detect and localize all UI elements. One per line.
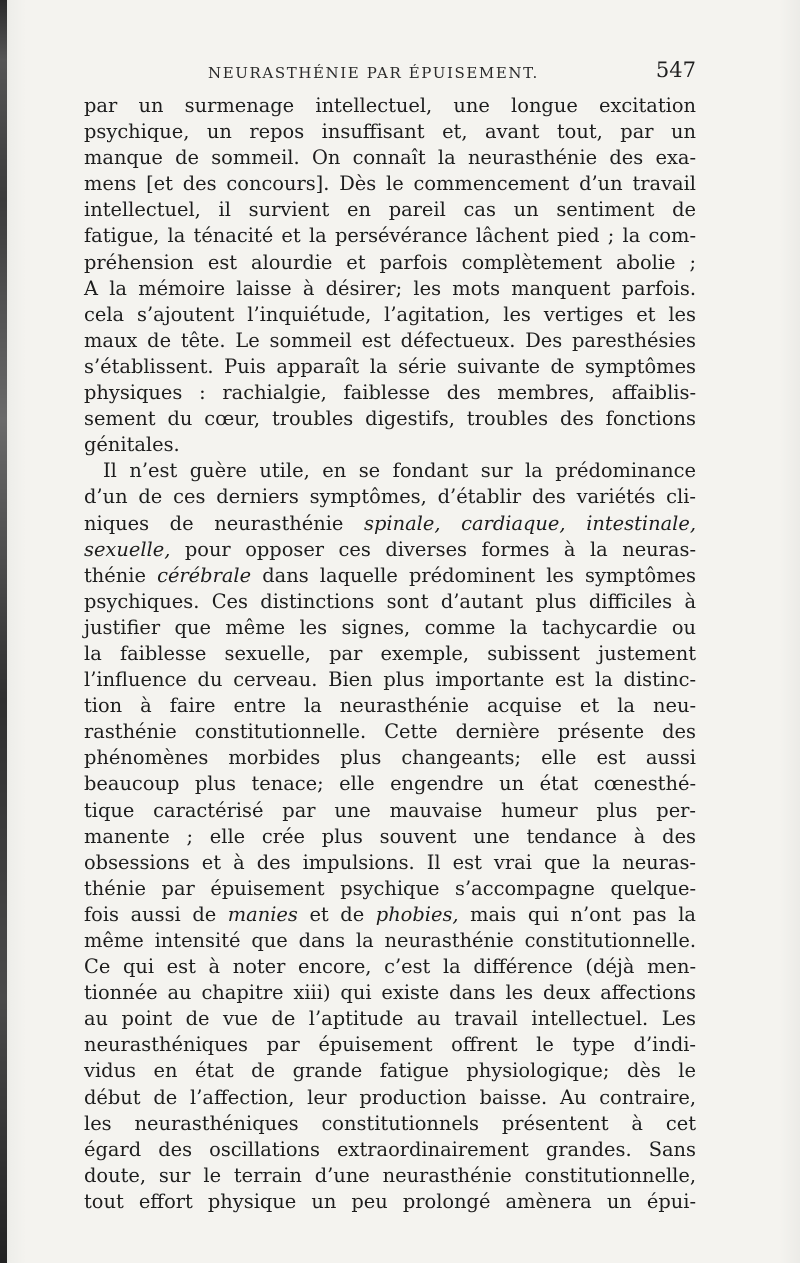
- text-line: [84, 1032, 696, 1058]
- text-run: mais qui n’ont pas la: [458, 902, 696, 926]
- text-run: A la mémoire laisse à désirer; les mots manquent parfois.: [84, 276, 696, 300]
- text-run: mens [et des concours]. Dès le commencement d’un travail: [84, 172, 696, 196]
- text-line: [84, 406, 696, 432]
- text-run: psychique, un repos insuffisant et, avant tout, par un: [84, 120, 696, 144]
- page-number: 547: [655, 58, 696, 82]
- text-line: [84, 615, 696, 641]
- text-line: [84, 458, 696, 484]
- text-line: [84, 197, 696, 223]
- text-line: [84, 667, 696, 693]
- page-binding-edge: [0, 0, 7, 1263]
- text-line: [84, 850, 696, 876]
- italic-term: spinale, cardiaque, intestinale,: [364, 511, 696, 535]
- italic-term: phobies,: [375, 902, 459, 926]
- text-run: physiques : rachialgie, faiblesse des membres, affaiblis-: [84, 381, 696, 405]
- text-line: [84, 1111, 696, 1137]
- text-run: manque de sommeil. On connaît la neurasthénie des exa-: [84, 146, 696, 170]
- text-run: phénomènes morbides plus changeants; elle est aussi: [84, 746, 696, 770]
- text-line: [84, 145, 696, 171]
- text-line: [84, 745, 696, 771]
- text-line: [84, 223, 696, 249]
- text-run: cela s’ajoutent l’inquiétude, l’agitation, les vertiges et les: [84, 302, 696, 326]
- text-run: doute, sur le terrain d’une neurasthénie constitutionnelle,: [84, 1163, 696, 1187]
- text-line: [84, 328, 696, 354]
- text-line: [84, 302, 696, 328]
- text-line: [84, 484, 696, 510]
- text-line: [84, 432, 696, 458]
- text-run: intellectuel, il survient en pareil cas un sentiment de: [84, 198, 696, 222]
- text-line: [84, 641, 696, 667]
- page-header: [84, 58, 696, 88]
- text-line: [84, 902, 696, 928]
- text-line: [84, 380, 696, 406]
- text-line: [84, 537, 696, 563]
- text-line: [84, 119, 696, 145]
- text-run: psychiques. Ces distinctions sont d’autant plus difficiles à: [84, 589, 696, 613]
- text-run: thénie par épuisement psychique s’accompagne quelque-: [84, 876, 696, 900]
- text-run: justifier que même les signes, comme la tachycardie ou: [84, 615, 696, 639]
- text-run: fois aussi de: [84, 902, 228, 926]
- text-run: préhension est alourdie et parfois complètement abolie ;: [84, 250, 696, 274]
- text-line: [84, 719, 696, 745]
- italic-term: sexuelle,: [84, 537, 171, 561]
- text-line: [84, 93, 696, 119]
- text-line: [84, 354, 696, 380]
- text-run: vidus en état de grande fatigue physiologique; dès le: [84, 1059, 696, 1083]
- text-run: par un surmenage intellectuel, une longue excitation: [84, 94, 696, 117]
- text-line: [84, 1163, 696, 1189]
- text-run: la faiblesse sexuelle, par exemple, subissent justement: [84, 641, 696, 665]
- text-line: [84, 1189, 696, 1215]
- text-line: [84, 250, 696, 276]
- text-line: [84, 980, 696, 1006]
- italic-term: manies: [227, 902, 298, 926]
- text-line: [84, 1006, 696, 1032]
- text-line: [84, 693, 696, 719]
- text-line: [84, 511, 696, 537]
- text-run: obsessions et à des impulsions. Il est vrai que la neuras-: [84, 850, 696, 874]
- text-run: d’un de ces derniers symptômes, d’établir des variétés cli-: [84, 485, 696, 509]
- text-run: rasthénie constitutionnelle. Cette dernière présente des: [84, 720, 696, 744]
- text-run: beaucoup plus tenace; elle engendre un état cœnesthé-: [84, 772, 696, 796]
- text-line: [84, 928, 696, 954]
- text-run: tique caractérisé par une mauvaise humeur plus per-: [84, 798, 696, 822]
- text-line: [84, 563, 696, 589]
- text-run: tion à faire entre la neurasthénie acquise et la neu-: [84, 694, 696, 718]
- text-run: niques de neurasthénie: [84, 511, 365, 535]
- text-line: [84, 171, 696, 197]
- text-run: égard des oscillations extraordinairement grandes. Sans: [84, 1137, 696, 1161]
- text-run: et de: [297, 902, 376, 926]
- text-line: [84, 954, 696, 980]
- text-run: les neurasthéniques constitutionnels présentent à cet: [84, 1111, 696, 1135]
- text-line: [84, 1137, 696, 1163]
- running-title: NEURASTHÉNIE PAR ÉPUISEMENT.: [208, 64, 539, 82]
- text-run: tionnée au chapitre xiii) qui existe dans les deux affections: [84, 981, 696, 1005]
- text-run: même intensité que dans la neurasthénie constitutionnelle.: [84, 929, 696, 952]
- text-run: maux de tête. Le sommeil est défectueux. Des paresthésies: [84, 328, 696, 352]
- text-run: tout effort physique un peu prolongé amènera un épui-: [84, 1189, 696, 1213]
- text-run: thénie: [84, 563, 158, 587]
- text-run: s’établissent. Puis apparaît la série suivante de symptômes: [84, 354, 696, 378]
- text-run: neurasthéniques par épuisement offrent le type d’indi-: [84, 1033, 696, 1057]
- text-line: [84, 824, 696, 850]
- text-run: début de l’affection, leur production baisse. Au contraire,: [84, 1085, 696, 1109]
- text-line: [84, 771, 696, 797]
- text-line: [84, 589, 696, 615]
- body-text: [84, 93, 696, 1215]
- text-run: Ce qui est à noter encore, c’est la différence (déjà men-: [84, 955, 696, 979]
- text-run: pour opposer ces diverses formes à la neuras-: [170, 537, 696, 561]
- text-run: l’influence du cerveau. Bien plus importante est la distinc-: [84, 668, 696, 692]
- italic-term: cérébrale: [157, 563, 252, 587]
- text-line: [84, 876, 696, 902]
- text-run: au point de vue de l’aptitude au travail intellectuel. Les: [84, 1007, 696, 1031]
- text-run: sement du cœur, troubles digestifs, troubles des fonctions: [84, 407, 696, 431]
- text-run: génitales.: [84, 433, 180, 457]
- text-run: fatigue, la ténacité et la persévérance lâchent pied ; la com-: [84, 224, 696, 248]
- text-run: dans laquelle prédominent les symptômes: [251, 563, 696, 587]
- text-run: Il n’est guère utile, en se fondant sur la prédominance: [103, 459, 696, 483]
- text-line: [84, 1058, 696, 1084]
- text-line: [84, 798, 696, 824]
- text-run: manente ; elle crée plus souvent une tendance à des: [84, 824, 696, 848]
- text-line: [84, 1085, 696, 1111]
- text-line: [84, 276, 696, 302]
